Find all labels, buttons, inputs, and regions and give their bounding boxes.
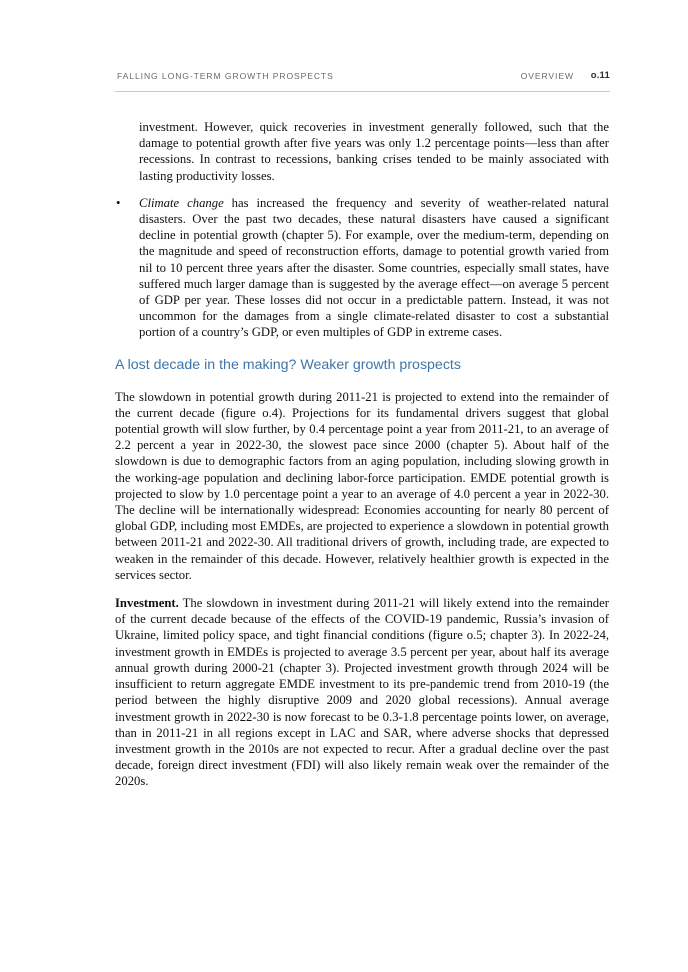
header-divider [115,91,610,92]
running-header [115,71,610,85]
paragraph-investment-text: The slowdown in investment during 2011-21 will likely extend into the remainder of the current decade because of the effects of the COVID-19 pandemic, Russia’s invasion of Ukraine, limited policy space, and tight financial conditions (figure o.5; chapter 3). In 2022-24, investment growth in EMDEs is projected to average 3.5 percent per year, about half its average annual growth during 2000-21 (chapter 3). Projected investment growth through 2024 will be insufficient to return aggregate EMDE investment to its pre-pandemic trend from 2010-19 (the period between the highly disruptive 2009 and 2020 global recessions). Annual average investment growth in 2022-30 is now forecast to be 0.3-1.8 percentage points lower, on average, than in 2011-21 in all regions except in LAC and SAR, where adverse shocks that depressed investment growth in the 2010s are not expected to recur. After a gradual decline over the past decade, foreign direct investment (FDI) will also likely remain weak over the remainder of the 2020s. [115,596,609,789]
bullet-lead-term: Climate change [139,195,224,210]
continuation-paragraph: investment. However, quick recoveries in investment generally followed, such that the damage to potential growth after five years was only 1.2 percentage points—less than after recessions. In contrast to recessions, banking crises tended to be mainly associated with lasting productivity losses. [139,120,609,183]
paragraph-gap [115,583,609,595]
paragraph-investment [115,595,609,789]
page-number: o.11 [590,70,610,81]
bullet-list-item [115,195,609,341]
section-heading: A lost decade in the making? Weaker growth prospects [115,356,461,373]
body-text [115,119,609,790]
paragraph-growth-prospects: The slowdown in potential growth during 2011-21 is projected to extend into the remainder of the current decade (figure o.4). Projections for its fundamental drivers suggest that global potential growth will slow further, by 0.4 percentage point a year from 2011-21, to an average of 2.2 percent a year in 2022-30, the slowest pace since 2000 (chapter 5). About half of the slowdown is due to demographic factors from an aging population, including slowing growth in the working-age population and declining labor-force participation. EMDE potential growth is projected to slow by 1.0 percentage point a year to an average of 4.0 percent a year in 2022-30. The decline will be internationally widespread: Economies accounting for nearly 80 percent of global GDP, including most EMDEs, are projected to experience a slowdown in potential growth between 2011-21 and 2022-30. All traditional drivers of growth, including trade, are expected to weaken in the remainder of this decade. However, relatively healthier growth is expected in the services sector. [115,389,609,582]
running-header-title: FALLING LONG-TERM GROWTH PROSPECTS [117,71,334,81]
paragraph-lead-term: Investment. [115,596,179,611]
bullet-text: has increased the frequency and severity of weather-related natural disasters. Over the past two decades, these natural disasters have caused a significant decline in potential growth (chapter 5). For example, over the medium-term, depending on the magnitude and speed of reconstruction efforts, damage to potential growth varied from nil to 10 percent three years after the disaster. Some countries, especially small states, have suffered much larger damage than is suggested by the average effect—on average 5 percent of GDP per year. These losses did not occur in a predictable pattern. Instead, it was not uncommon for the damages from a single climate-related disaster to cost a substantial portion of a country’s GDP, or even multiples of GDP in extreme cases. [139,195,609,340]
running-header-section: OVERVIEW [520,71,574,81]
bullet-icon: • [116,195,121,210]
